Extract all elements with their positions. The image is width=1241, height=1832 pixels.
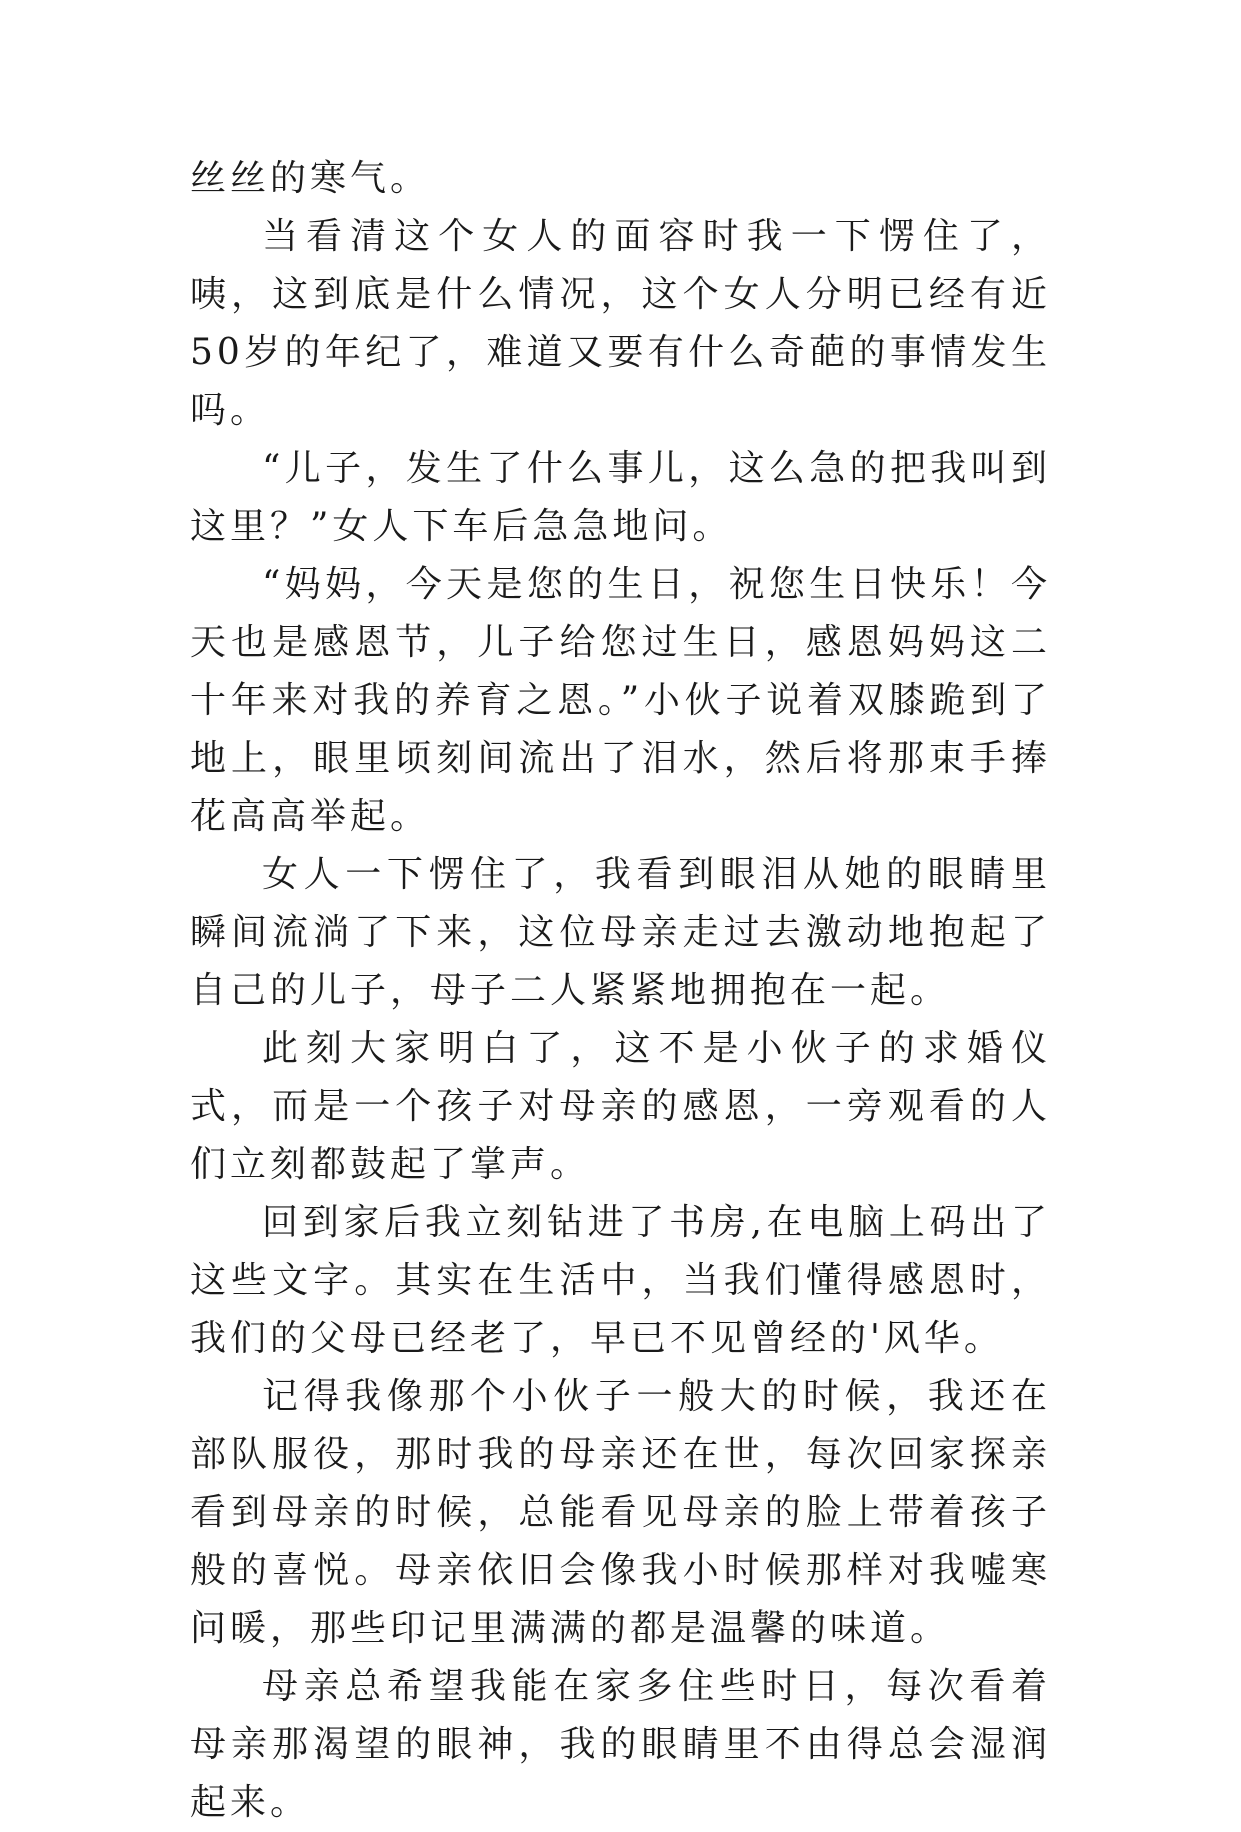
paragraph-6: 回到家后我立刻钻进了书房,在电脑上码出了这些文字。其实在生活中，当我们懂得感恩时，我们的父母已经老了，早已不见曾经的'风华。	[190, 1202, 1051, 1359]
paragraph-2: “儿子，发生了什么事儿，这么急的把我叫到这里？”女人下车后急急地问。	[190, 448, 1051, 547]
paragraph-1: 当看清这个女人的面容时我一下愣住了，咦，这到底是什么情况，这个女人分明已经有近50岁的年纪了，难道又要有什么奇葩的事情发生吗。	[190, 216, 1051, 431]
paragraph-5: 此刻大家明白了，这不是小伙子的求婚仪式，而是一个孩子对母亲的感恩，一旁观看的人们立刻都鼓起了掌声。	[190, 1028, 1051, 1185]
paragraph-4: 女人一下愣住了，我看到眼泪从她的眼睛里瞬间流淌了下来，这位母亲走过去激动地抱起了自己的儿子，母子二人紧紧地拥抱在一起。	[190, 854, 1051, 1011]
paragraph-0: 丝丝的寒气。	[190, 158, 431, 199]
document-body	[190, 150, 1051, 1832]
paragraph-7: 记得我像那个小伙子一般大的时候，我还在部队服役，那时我的母亲还在世，每次回家探亲看到母亲的时候，总能看见母亲的脸上带着孩子般的喜悦。母亲依旧会像我小时候那样对我嘘寒问暖，那些印记里满满的都是温馨的味道。	[190, 1376, 1051, 1649]
paragraph-8: 母亲总希望我能在家多住些时日，每次看着母亲那渴望的眼神，我的眼睛里不由得总会湿润起来。	[190, 1666, 1051, 1823]
paragraph-3: “妈妈，今天是您的生日，祝您生日快乐！今天也是感恩节，儿子给您过生日，感恩妈妈这二十年来对我的养育之恩。”小伙子说着双膝跪到了地上，眼里顷刻间流出了泪水，然后将那束手捧花高高举起。	[190, 564, 1051, 837]
